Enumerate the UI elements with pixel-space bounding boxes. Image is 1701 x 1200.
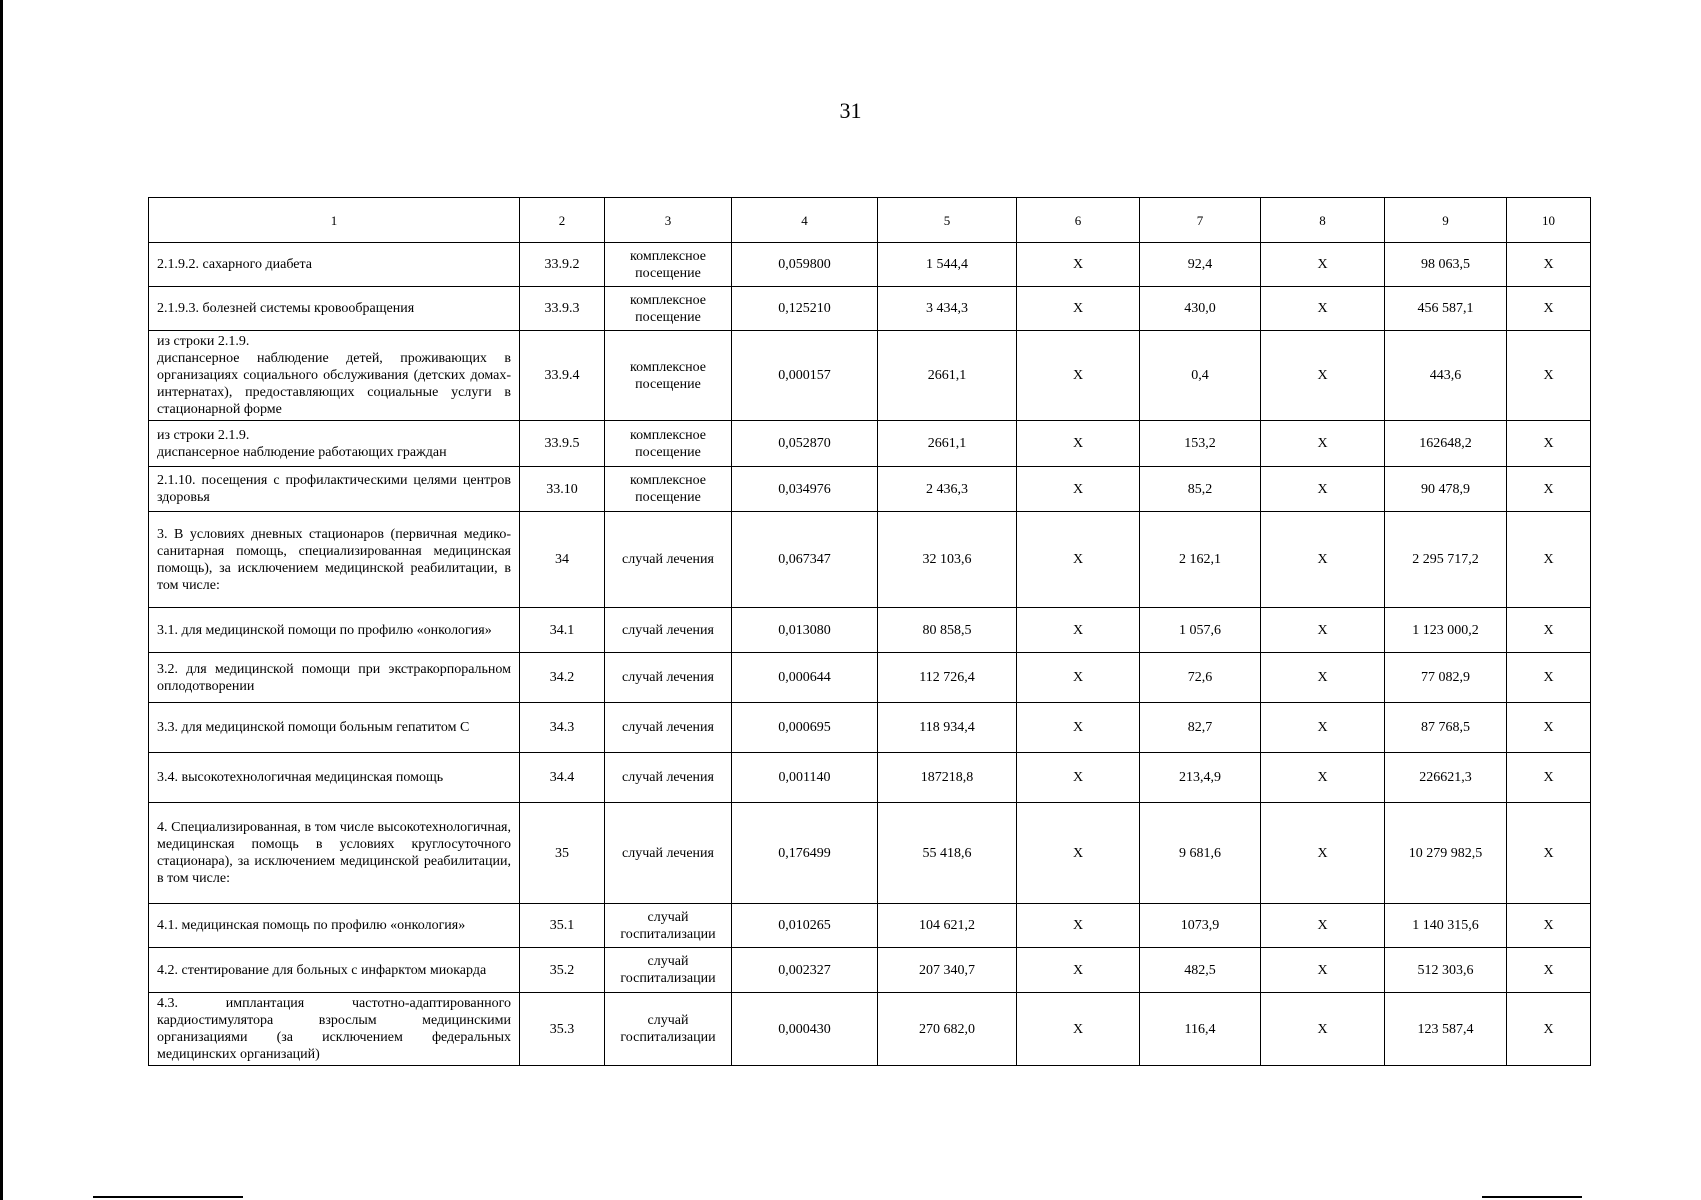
table-row xyxy=(149,467,1591,512)
table-cell: 2661,1 xyxy=(878,331,1017,421)
table-cell: 0,000157 xyxy=(732,331,878,421)
table-cell: Х xyxy=(1507,904,1591,948)
table-cell: Х xyxy=(1507,753,1591,803)
table-cell: 0,067347 xyxy=(732,512,878,608)
table-row xyxy=(149,653,1591,703)
table-cell: 1 123 000,2 xyxy=(1385,608,1507,653)
table-cell: 512 303,6 xyxy=(1385,948,1507,993)
table-row xyxy=(149,703,1591,753)
table-cell: Х xyxy=(1017,331,1140,421)
row-name-cell: из строки 2.1.9. диспансерное наблюдение детей, проживающих в организациях социального обслуживания (детских домах-интернатах), предоставляющих социальные услуги в стационарной форме xyxy=(149,331,520,421)
table-cell: 153,2 xyxy=(1140,421,1261,467)
table-cell: 226621,3 xyxy=(1385,753,1507,803)
table-cell: Х xyxy=(1507,653,1591,703)
table-cell: 430,0 xyxy=(1140,287,1261,331)
table-cell: Х xyxy=(1261,467,1385,512)
row-name-cell: 4. Специализированная, в том числе высокотехнологичная, медицинская помощь в условиях круглосуточного стационара), за исключением медицинской реабилитации, в том числе: xyxy=(149,803,520,904)
table-cell: случай лечения xyxy=(605,753,732,803)
column-header: 1 xyxy=(149,198,520,243)
table-cell: Х xyxy=(1017,993,1140,1066)
table-cell: 118 934,4 xyxy=(878,703,1017,753)
table-cell: Х xyxy=(1261,753,1385,803)
table-cell: комплексное посещение xyxy=(605,243,732,287)
column-header: 9 xyxy=(1385,198,1507,243)
row-name-cell: 3.1. для медицинской помощи по профилю «онкология» xyxy=(149,608,520,653)
column-header: 4 xyxy=(732,198,878,243)
table-cell: 10 279 982,5 xyxy=(1385,803,1507,904)
table-cell: случай лечения xyxy=(605,653,732,703)
column-header: 5 xyxy=(878,198,1017,243)
table-cell: 82,7 xyxy=(1140,703,1261,753)
table-cell: случай лечения xyxy=(605,803,732,904)
table-row xyxy=(149,753,1591,803)
row-name-cell: 4.2. стентирование для больных с инфарктом миокарда xyxy=(149,948,520,993)
table-cell: 35.1 xyxy=(520,904,605,948)
table-cell: случай госпитализации xyxy=(605,904,732,948)
table-cell: Х xyxy=(1507,608,1591,653)
table-cell: 72,6 xyxy=(1140,653,1261,703)
table-cell: Х xyxy=(1261,243,1385,287)
table-cell: 0,4 xyxy=(1140,331,1261,421)
table-cell: 0,059800 xyxy=(732,243,878,287)
table-cell: случай госпитализации xyxy=(605,948,732,993)
table-cell: Х xyxy=(1261,993,1385,1066)
table-cell: Х xyxy=(1017,753,1140,803)
row-name-cell: 3.4. высокотехнологичная медицинская помощь xyxy=(149,753,520,803)
table-cell: Х xyxy=(1017,653,1140,703)
table-cell: 456 587,1 xyxy=(1385,287,1507,331)
table-cell: Х xyxy=(1261,803,1385,904)
table-cell: 2661,1 xyxy=(878,421,1017,467)
table-cell: Х xyxy=(1507,467,1591,512)
table-cell: Х xyxy=(1507,948,1591,993)
table-cell: 0,002327 xyxy=(732,948,878,993)
table-cell: 443,6 xyxy=(1385,331,1507,421)
table-cell: 0,000695 xyxy=(732,703,878,753)
column-header: 10 xyxy=(1507,198,1591,243)
table-cell: 0,176499 xyxy=(732,803,878,904)
table-cell: случай лечения xyxy=(605,608,732,653)
table-cell: Х xyxy=(1017,904,1140,948)
table-cell: Х xyxy=(1017,467,1140,512)
table-cell: 2 295 717,2 xyxy=(1385,512,1507,608)
table-cell: Х xyxy=(1507,512,1591,608)
table-row xyxy=(149,948,1591,993)
table-cell: Х xyxy=(1261,608,1385,653)
table-cell: 34 xyxy=(520,512,605,608)
table-cell: 0,034976 xyxy=(732,467,878,512)
table-cell: 1073,9 xyxy=(1140,904,1261,948)
table-cell: Х xyxy=(1017,608,1140,653)
table-cell: 0,125210 xyxy=(732,287,878,331)
table-cell: 33.9.5 xyxy=(520,421,605,467)
table-cell: 35.2 xyxy=(520,948,605,993)
footer-rule xyxy=(93,1196,243,1198)
table-cell: Х xyxy=(1261,904,1385,948)
table-cell: 0,052870 xyxy=(732,421,878,467)
table-cell: 87 768,5 xyxy=(1385,703,1507,753)
table-cell: 104 621,2 xyxy=(878,904,1017,948)
table-cell: комплексное посещение xyxy=(605,287,732,331)
table-cell: 32 103,6 xyxy=(878,512,1017,608)
table-cell: 9 681,6 xyxy=(1140,803,1261,904)
table-body xyxy=(149,243,1591,1066)
table-cell: 33.9.2 xyxy=(520,243,605,287)
table-row xyxy=(149,287,1591,331)
table-cell: Х xyxy=(1017,948,1140,993)
table-row xyxy=(149,331,1591,421)
table-cell: Х xyxy=(1261,287,1385,331)
row-name-cell: 4.1. медицинская помощь по профилю «онкология» xyxy=(149,904,520,948)
row-name-cell: 2.1.9.2. сахарного диабета xyxy=(149,243,520,287)
table-cell: Х xyxy=(1507,421,1591,467)
table-cell: 1 057,6 xyxy=(1140,608,1261,653)
table-cell: Х xyxy=(1017,421,1140,467)
table-row xyxy=(149,421,1591,467)
table-row xyxy=(149,243,1591,287)
column-header: 3 xyxy=(605,198,732,243)
column-header: 2 xyxy=(520,198,605,243)
row-name-cell: 3.3. для медицинской помощи больным гепатитом С xyxy=(149,703,520,753)
table-row xyxy=(149,993,1591,1066)
table-row xyxy=(149,803,1591,904)
table-cell: 34.1 xyxy=(520,608,605,653)
page-number: 31 xyxy=(839,98,862,123)
table-header-row xyxy=(149,198,1591,243)
table-cell: Х xyxy=(1261,703,1385,753)
table-cell: 123 587,4 xyxy=(1385,993,1507,1066)
table-cell: Х xyxy=(1261,421,1385,467)
row-name-cell: 3. В условиях дневных стационаров (первичная медико-санитарная помощь, специализированная медицинская помощь), за исключением медицинской реабилитации, в том числе: xyxy=(149,512,520,608)
table-cell: Х xyxy=(1507,331,1591,421)
table-cell: Х xyxy=(1017,512,1140,608)
table-cell: 207 340,7 xyxy=(878,948,1017,993)
table-cell: 33.9.4 xyxy=(520,331,605,421)
row-name-cell: 2.1.9.3. болезней системы кровообращения xyxy=(149,287,520,331)
table-cell: Х xyxy=(1017,287,1140,331)
table-cell: 3 434,3 xyxy=(878,287,1017,331)
table-row xyxy=(149,512,1591,608)
table-cell: 116,4 xyxy=(1140,993,1261,1066)
table-cell: 162648,2 xyxy=(1385,421,1507,467)
table-cell: 0,000430 xyxy=(732,993,878,1066)
table-cell: 0,010265 xyxy=(732,904,878,948)
table-cell: Х xyxy=(1507,993,1591,1066)
row-name-cell: 3.2. для медицинской помощи при экстракорпоральном оплодотворении xyxy=(149,653,520,703)
table-cell: случай лечения xyxy=(605,703,732,753)
table-cell: Х xyxy=(1017,803,1140,904)
table-cell: 85,2 xyxy=(1140,467,1261,512)
row-name-cell: 4.3. имплантация частотно-адаптированного кардиостимулятора взрослым медицинскими организациями (за исключением федеральных медицинских организаций) xyxy=(149,993,520,1066)
table-cell: 2 436,3 xyxy=(878,467,1017,512)
table-cell: 90 478,9 xyxy=(1385,467,1507,512)
table-cell: Х xyxy=(1507,243,1591,287)
table-cell: случай госпитализации xyxy=(605,993,732,1066)
footer-rule xyxy=(1482,1196,1582,1198)
column-header: 7 xyxy=(1140,198,1261,243)
table-cell: случай лечения xyxy=(605,512,732,608)
table-cell: 80 858,5 xyxy=(878,608,1017,653)
page-left-edge xyxy=(0,0,3,1200)
table-cell: 213,4,9 xyxy=(1140,753,1261,803)
table-cell: Х xyxy=(1261,512,1385,608)
table-cell: комплексное посещение xyxy=(605,331,732,421)
table-cell: 1 140 315,6 xyxy=(1385,904,1507,948)
table-cell: Х xyxy=(1507,803,1591,904)
table-cell: Х xyxy=(1261,948,1385,993)
table-cell: 270 682,0 xyxy=(878,993,1017,1066)
table-cell: 35.3 xyxy=(520,993,605,1066)
table-cell: 1 544,4 xyxy=(878,243,1017,287)
table-cell: комплексное посещение xyxy=(605,467,732,512)
table-cell: 187218,8 xyxy=(878,753,1017,803)
table-cell: 33.9.3 xyxy=(520,287,605,331)
row-name-cell: из строки 2.1.9. диспансерное наблюдение работающих граждан xyxy=(149,421,520,467)
table-cell: 35 xyxy=(520,803,605,904)
table-cell: 92,4 xyxy=(1140,243,1261,287)
column-header: 6 xyxy=(1017,198,1140,243)
table-cell: 0,000644 xyxy=(732,653,878,703)
table-cell: 34.3 xyxy=(520,703,605,753)
table-cell: Х xyxy=(1261,653,1385,703)
table-cell: 112 726,4 xyxy=(878,653,1017,703)
table-cell: Х xyxy=(1507,287,1591,331)
table-row xyxy=(149,608,1591,653)
table-cell: Х xyxy=(1017,243,1140,287)
table-cell: комплексное посещение xyxy=(605,421,732,467)
row-name-cell: 2.1.10. посещения с профилактическими целями центров здоровья xyxy=(149,467,520,512)
table-cell: 77 082,9 xyxy=(1385,653,1507,703)
table-cell: Х xyxy=(1017,703,1140,753)
table-cell: 33.10 xyxy=(520,467,605,512)
table-cell: Х xyxy=(1507,703,1591,753)
table-cell: 0,001140 xyxy=(732,753,878,803)
table-cell: 34.4 xyxy=(520,753,605,803)
table-cell: 34.2 xyxy=(520,653,605,703)
table-row xyxy=(149,904,1591,948)
table-cell: 482,5 xyxy=(1140,948,1261,993)
table-cell: 55 418,6 xyxy=(878,803,1017,904)
table-cell: 2 162,1 xyxy=(1140,512,1261,608)
column-header: 8 xyxy=(1261,198,1385,243)
tariff-table xyxy=(148,197,1591,1066)
table-cell: 0,013080 xyxy=(732,608,878,653)
table-cell: Х xyxy=(1261,331,1385,421)
table-cell: 98 063,5 xyxy=(1385,243,1507,287)
